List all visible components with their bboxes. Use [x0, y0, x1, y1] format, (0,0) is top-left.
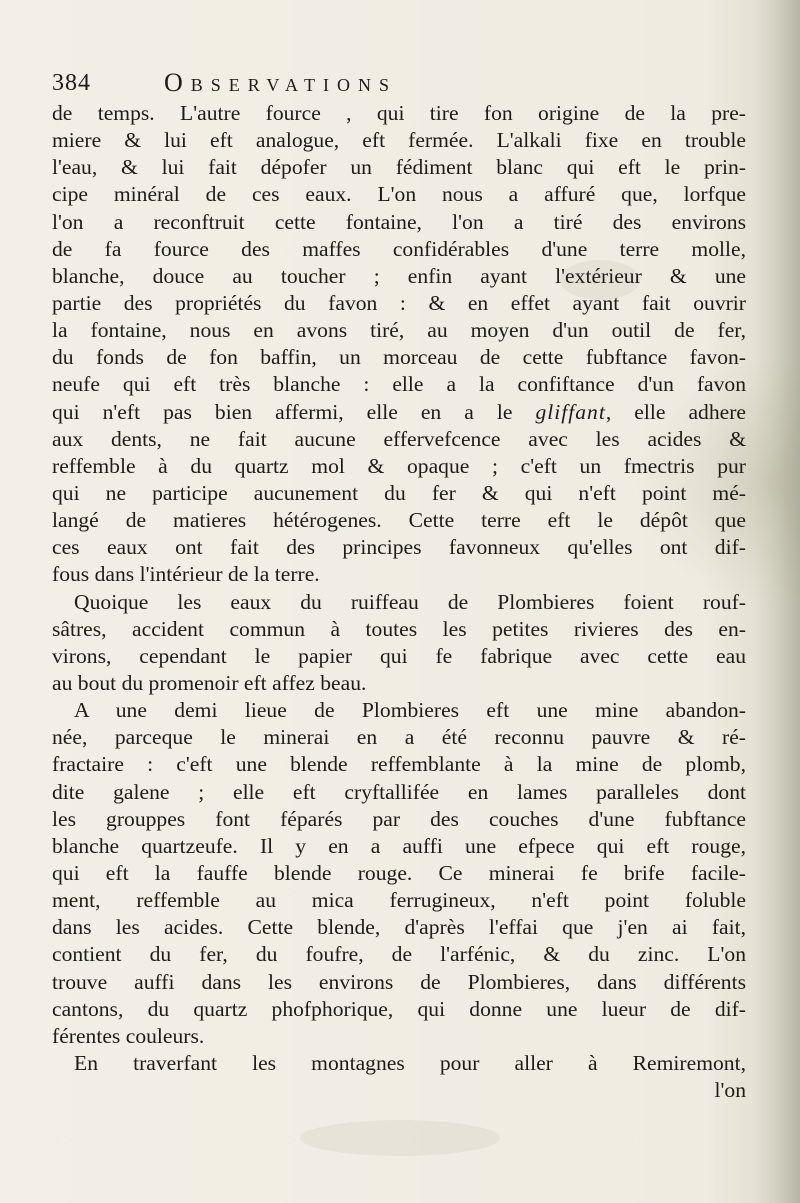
- text-line: cantons, du quartz phofphorique, qui donne une lueur de dif-: [52, 996, 746, 1021]
- running-head: Observations: [164, 68, 398, 97]
- paragraph-start-line: A une demi lieue de Plombieres eft une mine abandon-: [74, 698, 746, 723]
- text-line: qui ne participe aucunement du fer & qui n'eft point mé-: [52, 480, 746, 505]
- text-line: qui eft la fauffe blende rouge. Ce minerai fe brife facile-: [52, 860, 746, 885]
- text-line: blanche quartzeufe. Il y en a auffi une efpece qui eft rouge,: [52, 833, 746, 858]
- paper-stain: [300, 1120, 500, 1156]
- text-line: la fontaine, nous en avons tiré, au moyen d'un outil de fer,: [52, 318, 746, 343]
- text-line: du fonds de fon baffin, un morceau de cette fubftance favon-: [52, 345, 746, 370]
- text-line: sâtres, accident commun à toutes les petites rivieres des en-: [52, 616, 746, 641]
- catchword: l'on: [714, 1078, 746, 1103]
- text-line: neufe qui eft très blanche : elle a la confiftance d'un favon: [52, 372, 746, 397]
- text-line: reffemble à du quartz mol & opaque ; c'eft un fmectris pur: [52, 453, 746, 478]
- text-line: cipe minéral de ces eaux. L'on nous a affuré que, lorfque: [52, 182, 746, 207]
- text-line: partie des propriétés du favon : & en effet ayant fait ouvrir: [52, 290, 746, 315]
- text-line: de temps. L'autre fource , qui tire fon origine de la pre-: [52, 101, 746, 125]
- text-segment: qui n'eft pas bien affermi, elle en a le: [52, 399, 536, 424]
- page-header: [52, 64, 746, 104]
- paragraph-end-line: fous dans l'intérieur de la terre.: [52, 562, 320, 587]
- paragraph-end-line: férentes couleurs.: [52, 1023, 205, 1048]
- text-line: trouve auffi dans les environs de Plombieres, dans différents: [52, 969, 746, 994]
- paragraph-start-line: En traverfant les montagnes pour aller à Remiremont,: [74, 1050, 746, 1075]
- text-line: les grouppes font féparés par des couches d'une fubftance: [52, 806, 746, 831]
- text-line: ment, reffemble au mica ferrugineux, n'eft point foluble: [52, 888, 746, 913]
- text-line: l'on a reconftruit cette fontaine, l'on a tiré des environs: [52, 209, 746, 234]
- text-line: ces eaux ont fait des principes favonneux qu'elles ont dif-: [52, 535, 746, 560]
- text-line: dans les acides. Cette blende, d'après l'effai que j'en ai fait,: [52, 915, 746, 940]
- text-segment: , elle adhere: [605, 399, 746, 424]
- page-number: 384: [52, 70, 91, 96]
- text-line: de fa fource des maffes confidérables d'une terre molle,: [52, 236, 746, 261]
- text-line: contient du fer, du foufre, de l'arfénic, & du zinc. L'on: [52, 942, 746, 967]
- text-line: dite galene ; elle eft cryftallifée en lames paralleles dont: [52, 779, 746, 804]
- text-line: miere & lui eft analogue, eft fermée. L'alkali fixe en trouble: [52, 128, 746, 153]
- text-line: née, parceque le minerai en a été reconnu pauvre & ré-: [52, 725, 746, 750]
- text-line: blanche, douce au toucher ; enfin ayant l'extérieur & une: [52, 263, 746, 288]
- text-line: aux dents, ne fait aucune effervefcence avec les acides &: [52, 426, 746, 451]
- text-line-with-italic: [52, 399, 746, 426]
- text-line: l'eau, & lui fait dépofer un fédiment blanc qui eft le prin-: [52, 155, 746, 180]
- text-line: virons, cependant le papier qui fe fabrique avec cette eau: [52, 643, 746, 668]
- text-line: langé de matieres hétérogenes. Cette terre eft le dépôt que: [52, 508, 746, 533]
- paragraph-end-line: au bout du promenoir eft affez beau.: [52, 670, 367, 695]
- italic-word: gliffant: [535, 399, 606, 424]
- text-line: fractaire : c'eft une blende reffemblante à la mine de plomb,: [52, 752, 746, 777]
- page-edge-shadow: [754, 0, 800, 1203]
- paragraph-start-line: Quoique les eaux du ruiffeau de Plombieres foient rouf-: [74, 589, 746, 614]
- body-text: [52, 100, 746, 1104]
